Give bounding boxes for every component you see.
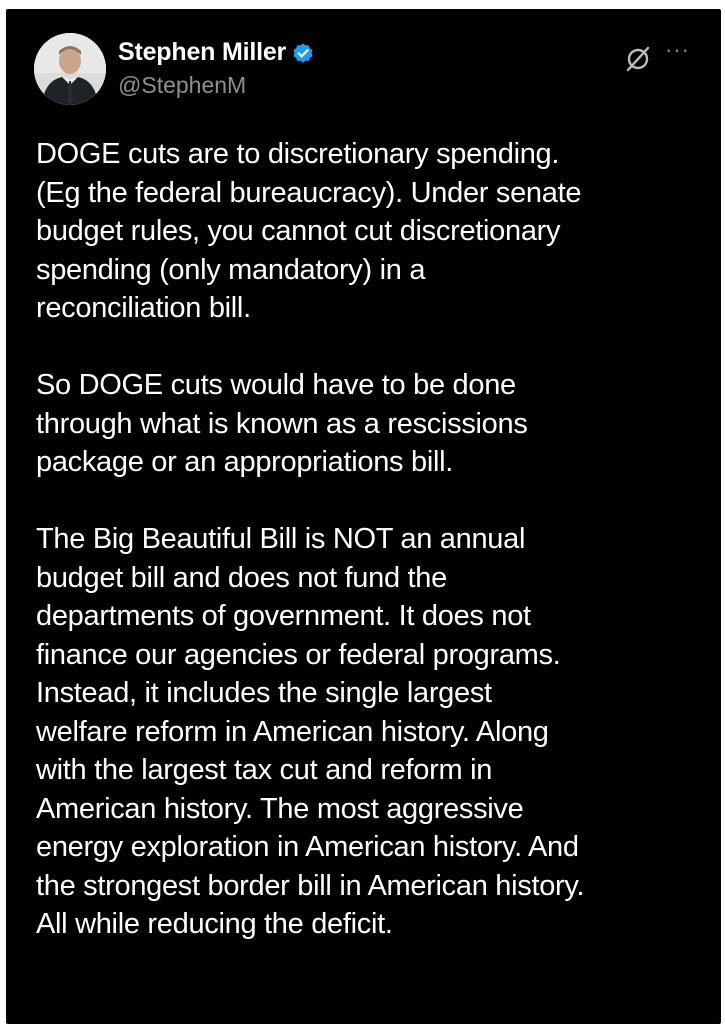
post-paragraph: So DOGE cuts would have to be done through what is known as a rescissions package or an appropriations bill. — [36, 369, 528, 478]
post-paragraph: DOGE cuts are to discretionary spending. (Eg the federal bureaucracy). Under senate budget rules, you cannot cut discretionary spending (only mandatory) in a reconciliation bill. — [36, 138, 582, 324]
post-paragraph: The Big Beautiful Bill is NOT an annual budget bill and does not fund the departments of government. It does not finance our agencies or federal programs. Instead, it includes the single largest welfare reform in American history. Along with the largest tax cut and reform in American history. The most aggressive energy exploration in American history. And the strongest border bill in American history. All while reducing the deficit. — [36, 523, 585, 940]
avatar-image — [34, 33, 106, 105]
more-icon[interactable]: ··· — [665, 37, 690, 62]
author-name[interactable]: Stephen Miller — [118, 38, 287, 66]
grok-icon[interactable] — [624, 45, 652, 73]
avatar[interactable] — [34, 33, 106, 105]
post-header — [6, 9, 721, 119]
post-text — [36, 135, 711, 982]
author-handle[interactable]: @StephenM — [118, 72, 247, 98]
verified-badge-icon — [291, 41, 315, 65]
author-name-row — [118, 38, 315, 67]
post-card — [6, 9, 721, 1024]
